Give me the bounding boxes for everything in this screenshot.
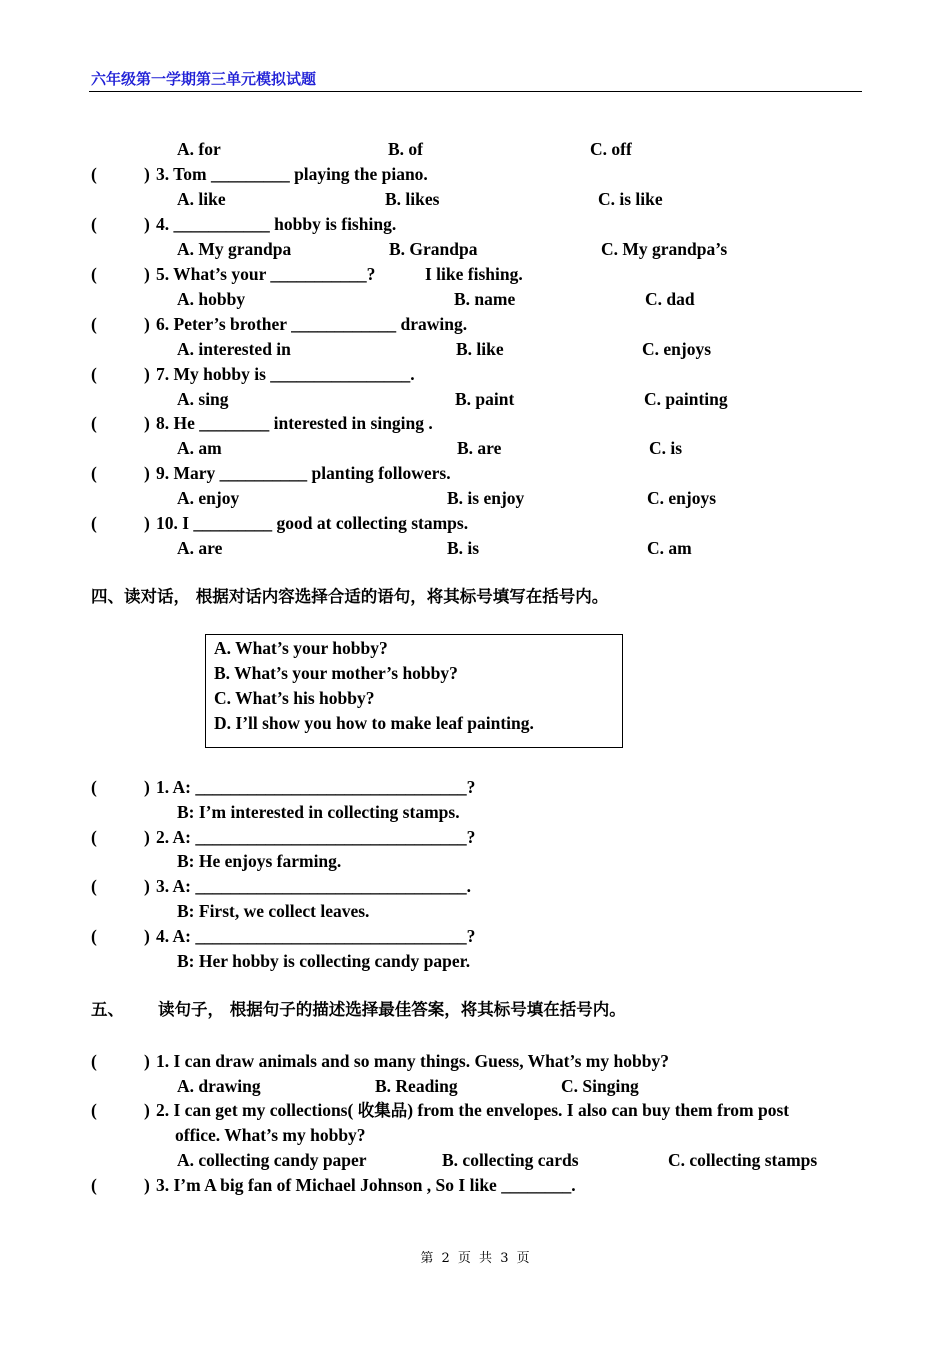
dialog-a-line: 3. A: _______________________________. (156, 876, 471, 896)
option-c: C. am (647, 538, 692, 558)
option-a: A. sing (177, 389, 229, 409)
page-footer: 第 2 页 共 3 页 (420, 1251, 530, 1266)
q2-option-c: C. off (590, 139, 632, 159)
dialog-b-line: B: First, we collect leaves. (177, 901, 370, 921)
question-text-chinese: 收集品 (357, 1101, 408, 1120)
dialog-a-line: 1. A: _______________________________? (156, 777, 476, 797)
option-b: B. name (454, 289, 516, 309)
option-a: A. like (177, 189, 226, 209)
option-a: A. are (177, 538, 223, 558)
answer-paren-close: ) (144, 827, 150, 847)
answer-paren-close: ) (144, 926, 150, 946)
question-text: 7. My hobby is ________________. (156, 364, 415, 384)
dialog-a-line: 2. A: _______________________________? (156, 827, 476, 847)
option-a: A. drawing (177, 1076, 261, 1096)
answer-paren-close: ) (144, 876, 150, 896)
answer-paren-close: ) (144, 1100, 150, 1120)
answer-paren-open: ( (91, 214, 97, 234)
option-c: C. My grandpa’s (601, 239, 728, 259)
option-b: B. Reading (375, 1076, 458, 1096)
option-a: A. am (177, 438, 222, 458)
question-text-start: 2. I can get my collections( (156, 1100, 354, 1120)
option-a: A. hobby (177, 289, 246, 309)
answer-paren-open: ( (91, 926, 97, 946)
answer-paren-open: ( (91, 1100, 97, 1120)
answer-paren-close: ) (144, 164, 150, 184)
dialog-b-line: B: I’m interested in collecting stamps. (177, 802, 460, 822)
answer-paren-close: ) (144, 1175, 150, 1195)
option-b: B. Grandpa (389, 239, 478, 259)
answer-paren-open: ( (91, 777, 97, 797)
option-b: B. are (457, 438, 502, 458)
question-text (156, 1100, 789, 1121)
choice-d: D. I’ll show you how to make leaf painting. (214, 713, 534, 733)
question-reply: I like fishing. (425, 264, 523, 284)
question-text: 3. Tom _________ playing the piano. (156, 164, 428, 184)
answer-paren-close: ) (144, 513, 150, 533)
section4-heading: 四、读对话， 根据对话内容选择合适的语句，将其标号填写在括号内。 (91, 587, 609, 606)
question-text: 8. He ________ interested in singing . (156, 413, 433, 433)
option-b: B. paint (455, 389, 515, 409)
answer-paren-open: ( (91, 827, 97, 847)
option-b: B. is (447, 538, 480, 558)
option-c: C. Singing (561, 1076, 639, 1096)
answer-paren-open: ( (91, 1051, 97, 1071)
answer-paren-open: ( (91, 413, 97, 433)
q2-option-a: A. for (177, 139, 221, 159)
choice-c: C. What’s his hobby? (214, 688, 375, 708)
choice-b: B. What’s your mother’s hobby? (214, 663, 458, 683)
option-a: A. collecting candy paper (177, 1150, 367, 1170)
question-text: 5. What’s your ___________? (156, 264, 376, 284)
answer-paren-open: ( (91, 314, 97, 334)
question-text: 4. ___________ hobby is fishing. (156, 214, 397, 234)
option-b: B. like (456, 339, 504, 359)
section5-heading: 读句子， 根据句子的描述选择最佳答案，将其标号填在括号内。 (158, 1000, 626, 1019)
answer-paren-open: ( (91, 264, 97, 284)
question-text: 10. I _________ good at collecting stamps. (156, 513, 469, 533)
question-text: 3. I’m A big fan of Michael Johnson , So I like ________. (156, 1175, 576, 1195)
answer-paren-open: ( (91, 876, 97, 896)
answer-paren-close: ) (144, 264, 150, 284)
option-a: A. interested in (177, 339, 291, 359)
question-text: 6. Peter’s brother ____________ drawing. (156, 314, 468, 334)
answer-paren-close: ) (144, 214, 150, 234)
choice-a: A. What’s your hobby? (214, 638, 388, 658)
answer-paren-open: ( (91, 164, 97, 184)
q2-option-b: B. of (388, 139, 423, 159)
option-c: C. dad (645, 289, 695, 309)
answer-paren-open: ( (91, 1175, 97, 1195)
answer-paren-close: ) (144, 413, 150, 433)
answer-paren-open: ( (91, 463, 97, 483)
answer-paren-close: ) (144, 364, 150, 384)
section5-number: 五、 (91, 1000, 124, 1019)
answer-paren-open: ( (91, 364, 97, 384)
answer-paren-close: ) (144, 1051, 150, 1071)
option-c: C. is (649, 438, 683, 458)
option-b: B. collecting cards (442, 1150, 579, 1170)
option-c: C. collecting stamps (668, 1150, 818, 1170)
question-text-end: ) from the envelopes. I also can buy them from post (407, 1100, 790, 1120)
dialog-a-line: 4. A: _______________________________? (156, 926, 476, 946)
option-b: B. likes (385, 189, 440, 209)
answer-paren-close: ) (144, 314, 150, 334)
option-a: A. My grandpa (177, 239, 292, 259)
page-header-title: 六年级第一学期第三单元模拟试题 (91, 70, 317, 88)
option-c: C. enjoys (642, 339, 712, 359)
answer-paren-open: ( (91, 513, 97, 533)
answer-paren-close: ) (144, 777, 150, 797)
header-rule (89, 91, 862, 92)
option-c: C. is like (598, 189, 663, 209)
dialog-b-line: B: He enjoys farming. (177, 851, 342, 871)
option-c: C. enjoys (647, 488, 717, 508)
question-text: 1. I can draw animals and so many things. Guess, What’s my hobby? (156, 1051, 669, 1071)
question-text-continued: office. What’s my hobby? (175, 1125, 366, 1145)
option-b: B. is enjoy (447, 488, 525, 508)
option-c: C. painting (644, 389, 728, 409)
dialog-b-line: B: Her hobby is collecting candy paper. (177, 951, 471, 971)
option-a: A. enjoy (177, 488, 240, 508)
question-text: 9. Mary __________ planting followers. (156, 463, 451, 483)
answer-paren-close: ) (144, 463, 150, 483)
